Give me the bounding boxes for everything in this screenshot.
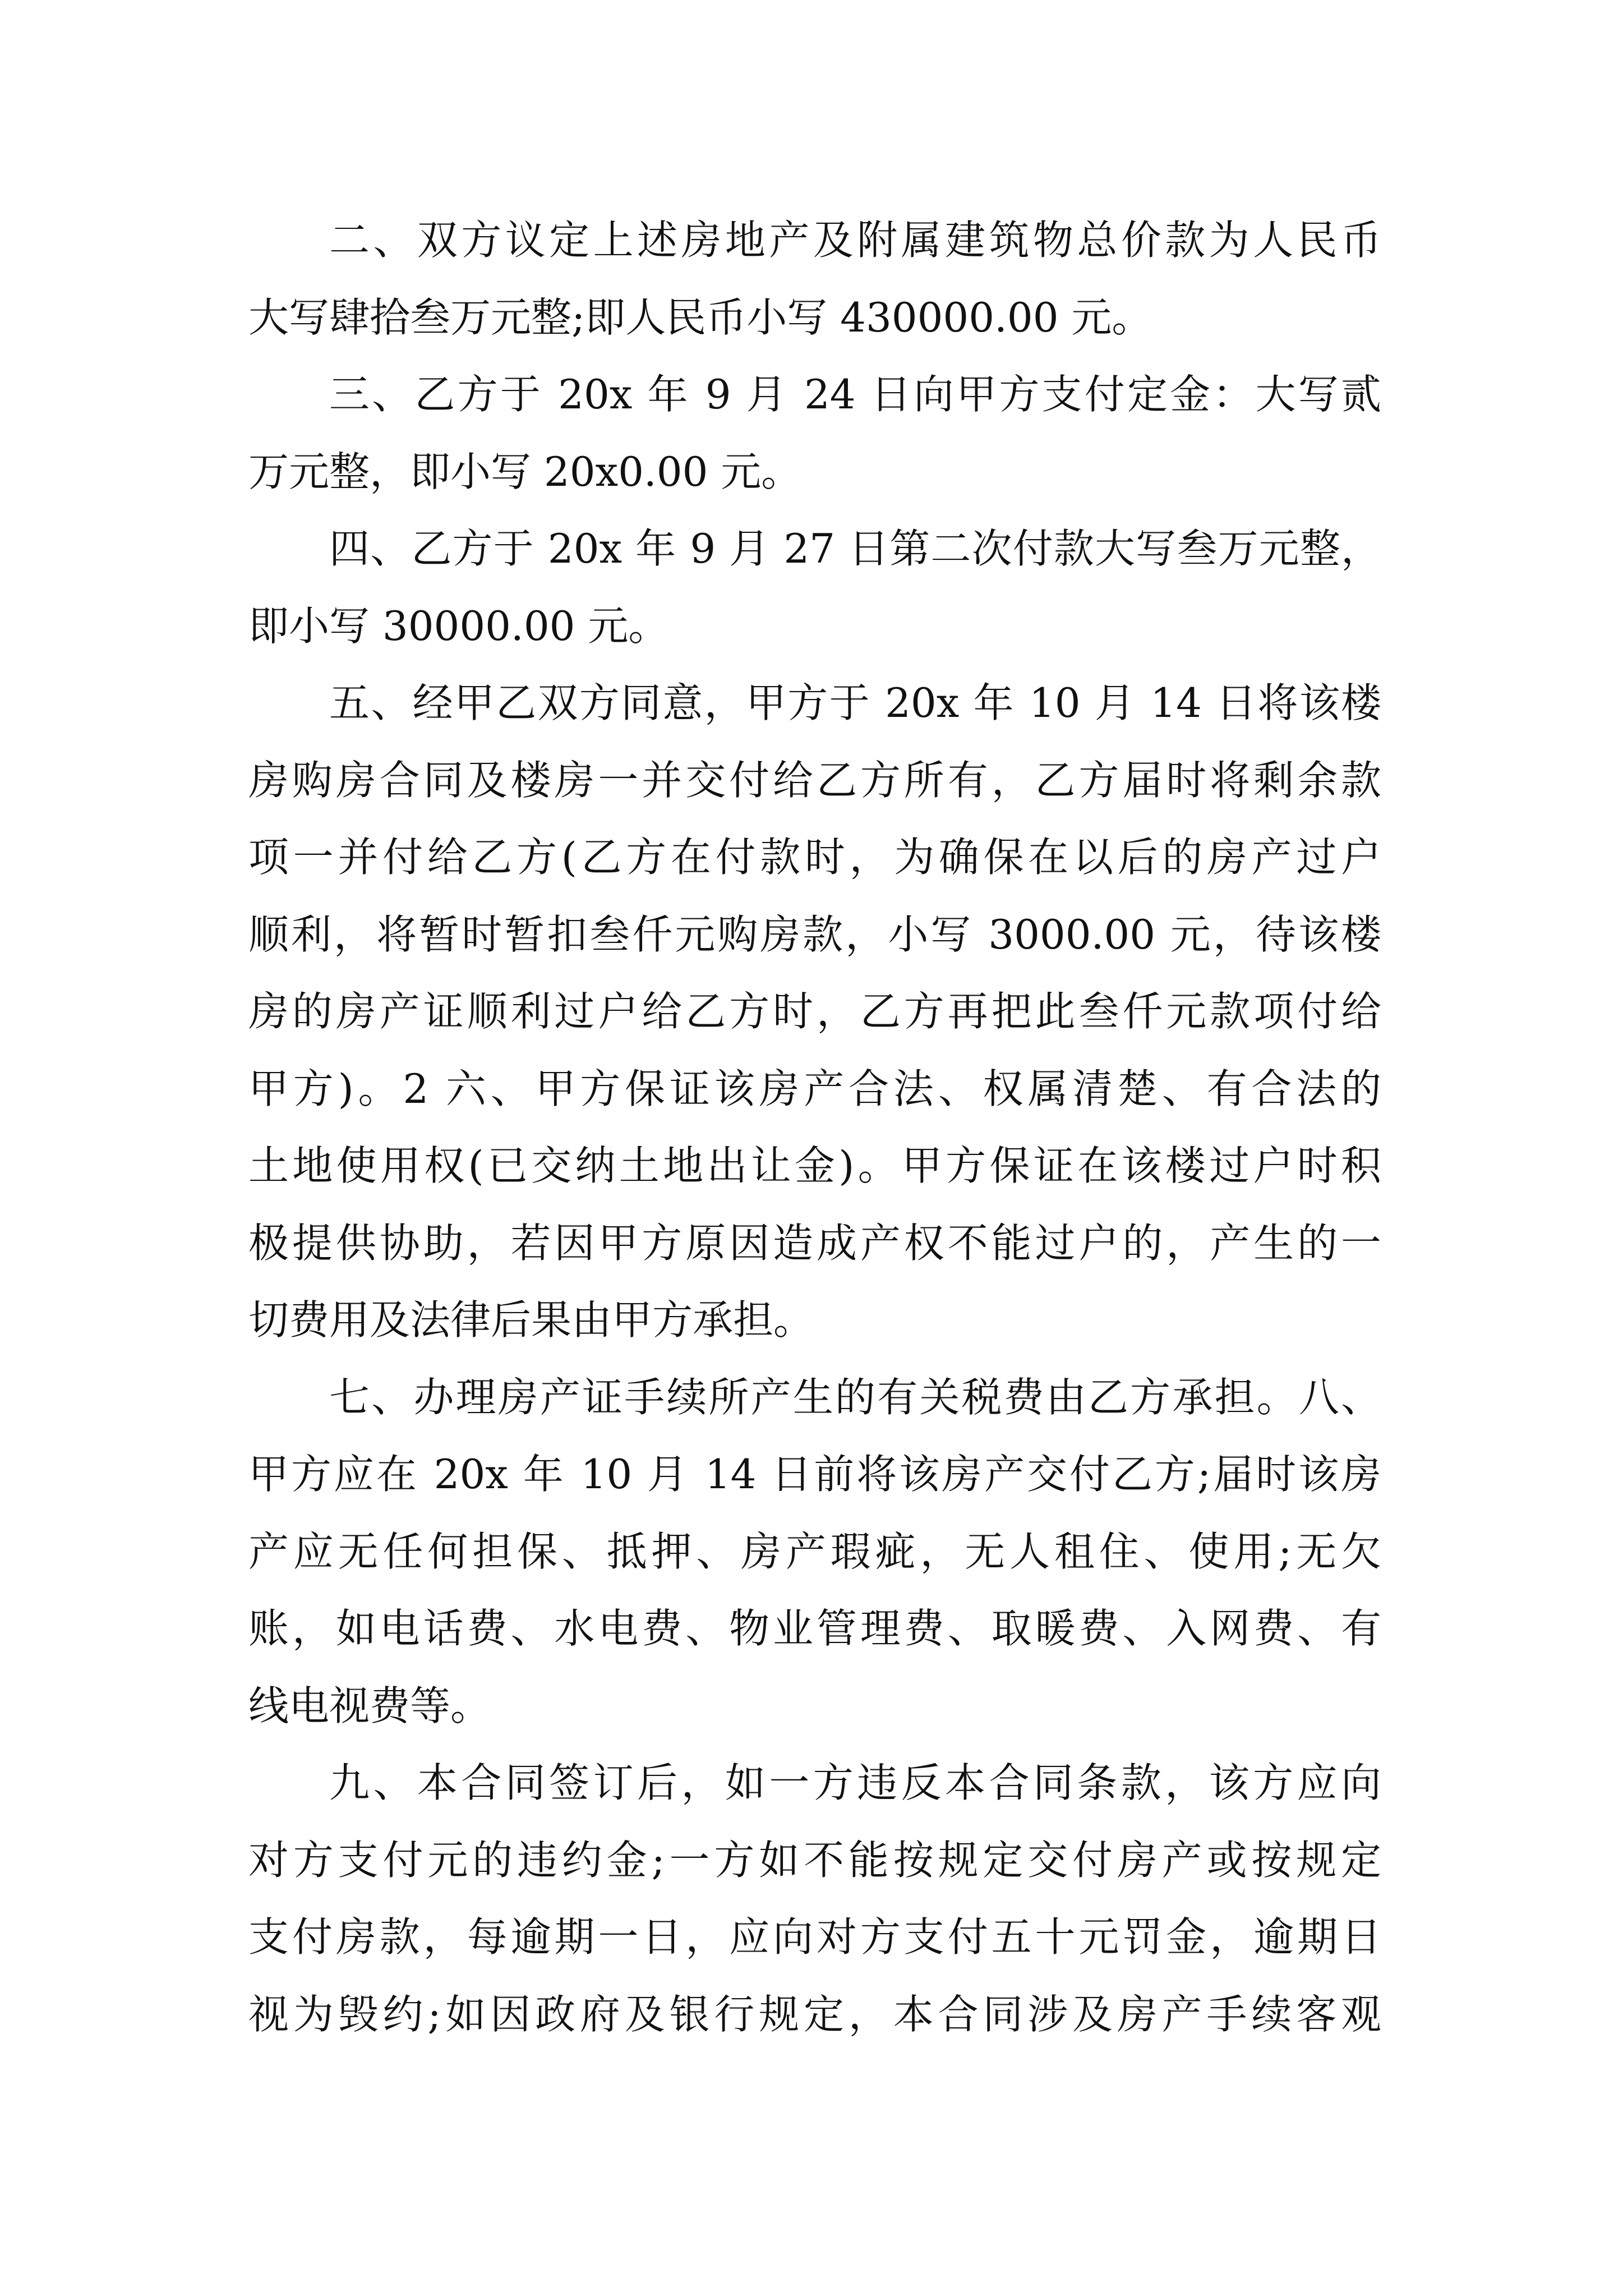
text-line: 顺利，将暂时暂扣叁仟元购房款，小写 3000.00 元，待该楼 [248, 910, 1381, 958]
text-line: 甲方应在 20x 年 10 月 14 日前将该房产交付乙方;届时该房 [248, 1451, 1381, 1498]
text-line: 七、办理房产证手续所产生的有关税费由乙方承担。八、 [329, 1373, 1381, 1421]
text-line: 房购房合同及楼房一并交付给乙方所有，乙方届时将剩余款 [248, 756, 1381, 804]
text-line: 大写肆拾叁万元整;即人民币小写 430000.00 元。 [248, 293, 1152, 341]
text-line: 即小写 30000.00 元。 [248, 602, 669, 650]
text-line: 产应无任何担保、抵押、房产瑕疵，无人租住、使用;无欠 [248, 1527, 1381, 1575]
text-line: 线电视费等。 [248, 1682, 491, 1729]
text-line: 九、本合同签订后，如一方违反本合同条款，该方应向 [329, 1759, 1381, 1806]
text-line: 切费用及法律后果由甲方承担。 [248, 1296, 814, 1343]
text-line: 支付房款，每逾期一日，应向对方支付五十元罚金，逾期日 [248, 1913, 1381, 1961]
paragraph-clause-3 [248, 356, 1381, 510]
text-line: 极提供协助，若因甲方原因造成产权不能过户的，产生的一 [248, 1219, 1381, 1267]
text-line: 对方支付元的违约金;一方如不能按规定交付房产或按规定 [248, 1836, 1381, 1884]
text-line: 万元整，即小写 20x0.00 元。 [248, 448, 802, 495]
text-line: 三、乙方于 20x 年 9 月 24 日向甲方支付定金：大写贰 [329, 371, 1381, 418]
paragraph-clause-7-8 [248, 1359, 1381, 1745]
text-line: 土地使用权(已交纳土地出让金)。甲方保证在该楼过户时积 [248, 1142, 1381, 1189]
text-line: 四、乙方于 20x 年 9 月 27 日第二次付款大写叁万元整， [329, 525, 1381, 572]
contract-body-text [248, 202, 1381, 2053]
text-line: 五、经甲乙双方同意，甲方于 20x 年 10 月 14 日将该楼 [329, 679, 1381, 726]
text-line: 项一并付给乙方(乙方在付款时，为确保在以后的房产过户 [248, 834, 1381, 881]
paragraph-clause-5-6 [248, 665, 1381, 1359]
text-line: 二、双方议定上述房地产及附属建筑物总价款为人民币 [329, 217, 1381, 264]
text-line: 账，如电话费、水电费、物业管理费、取暖费、入网费、有 [248, 1605, 1381, 1652]
paragraph-clause-2 [248, 202, 1381, 356]
text-line: 视为毁约;如因政府及银行规定，本合同涉及房产手续客观 [248, 1990, 1381, 2038]
text-line: 甲方)。2 六、甲方保证该房产合法、权属清楚、有合法的 [248, 1065, 1381, 1112]
paragraph-clause-9 [248, 1745, 1381, 2053]
text-line: 房的房产证顺利过户给乙方时，乙方再把此叁仟元款项付给 [248, 988, 1381, 1035]
paragraph-clause-4 [248, 510, 1381, 665]
